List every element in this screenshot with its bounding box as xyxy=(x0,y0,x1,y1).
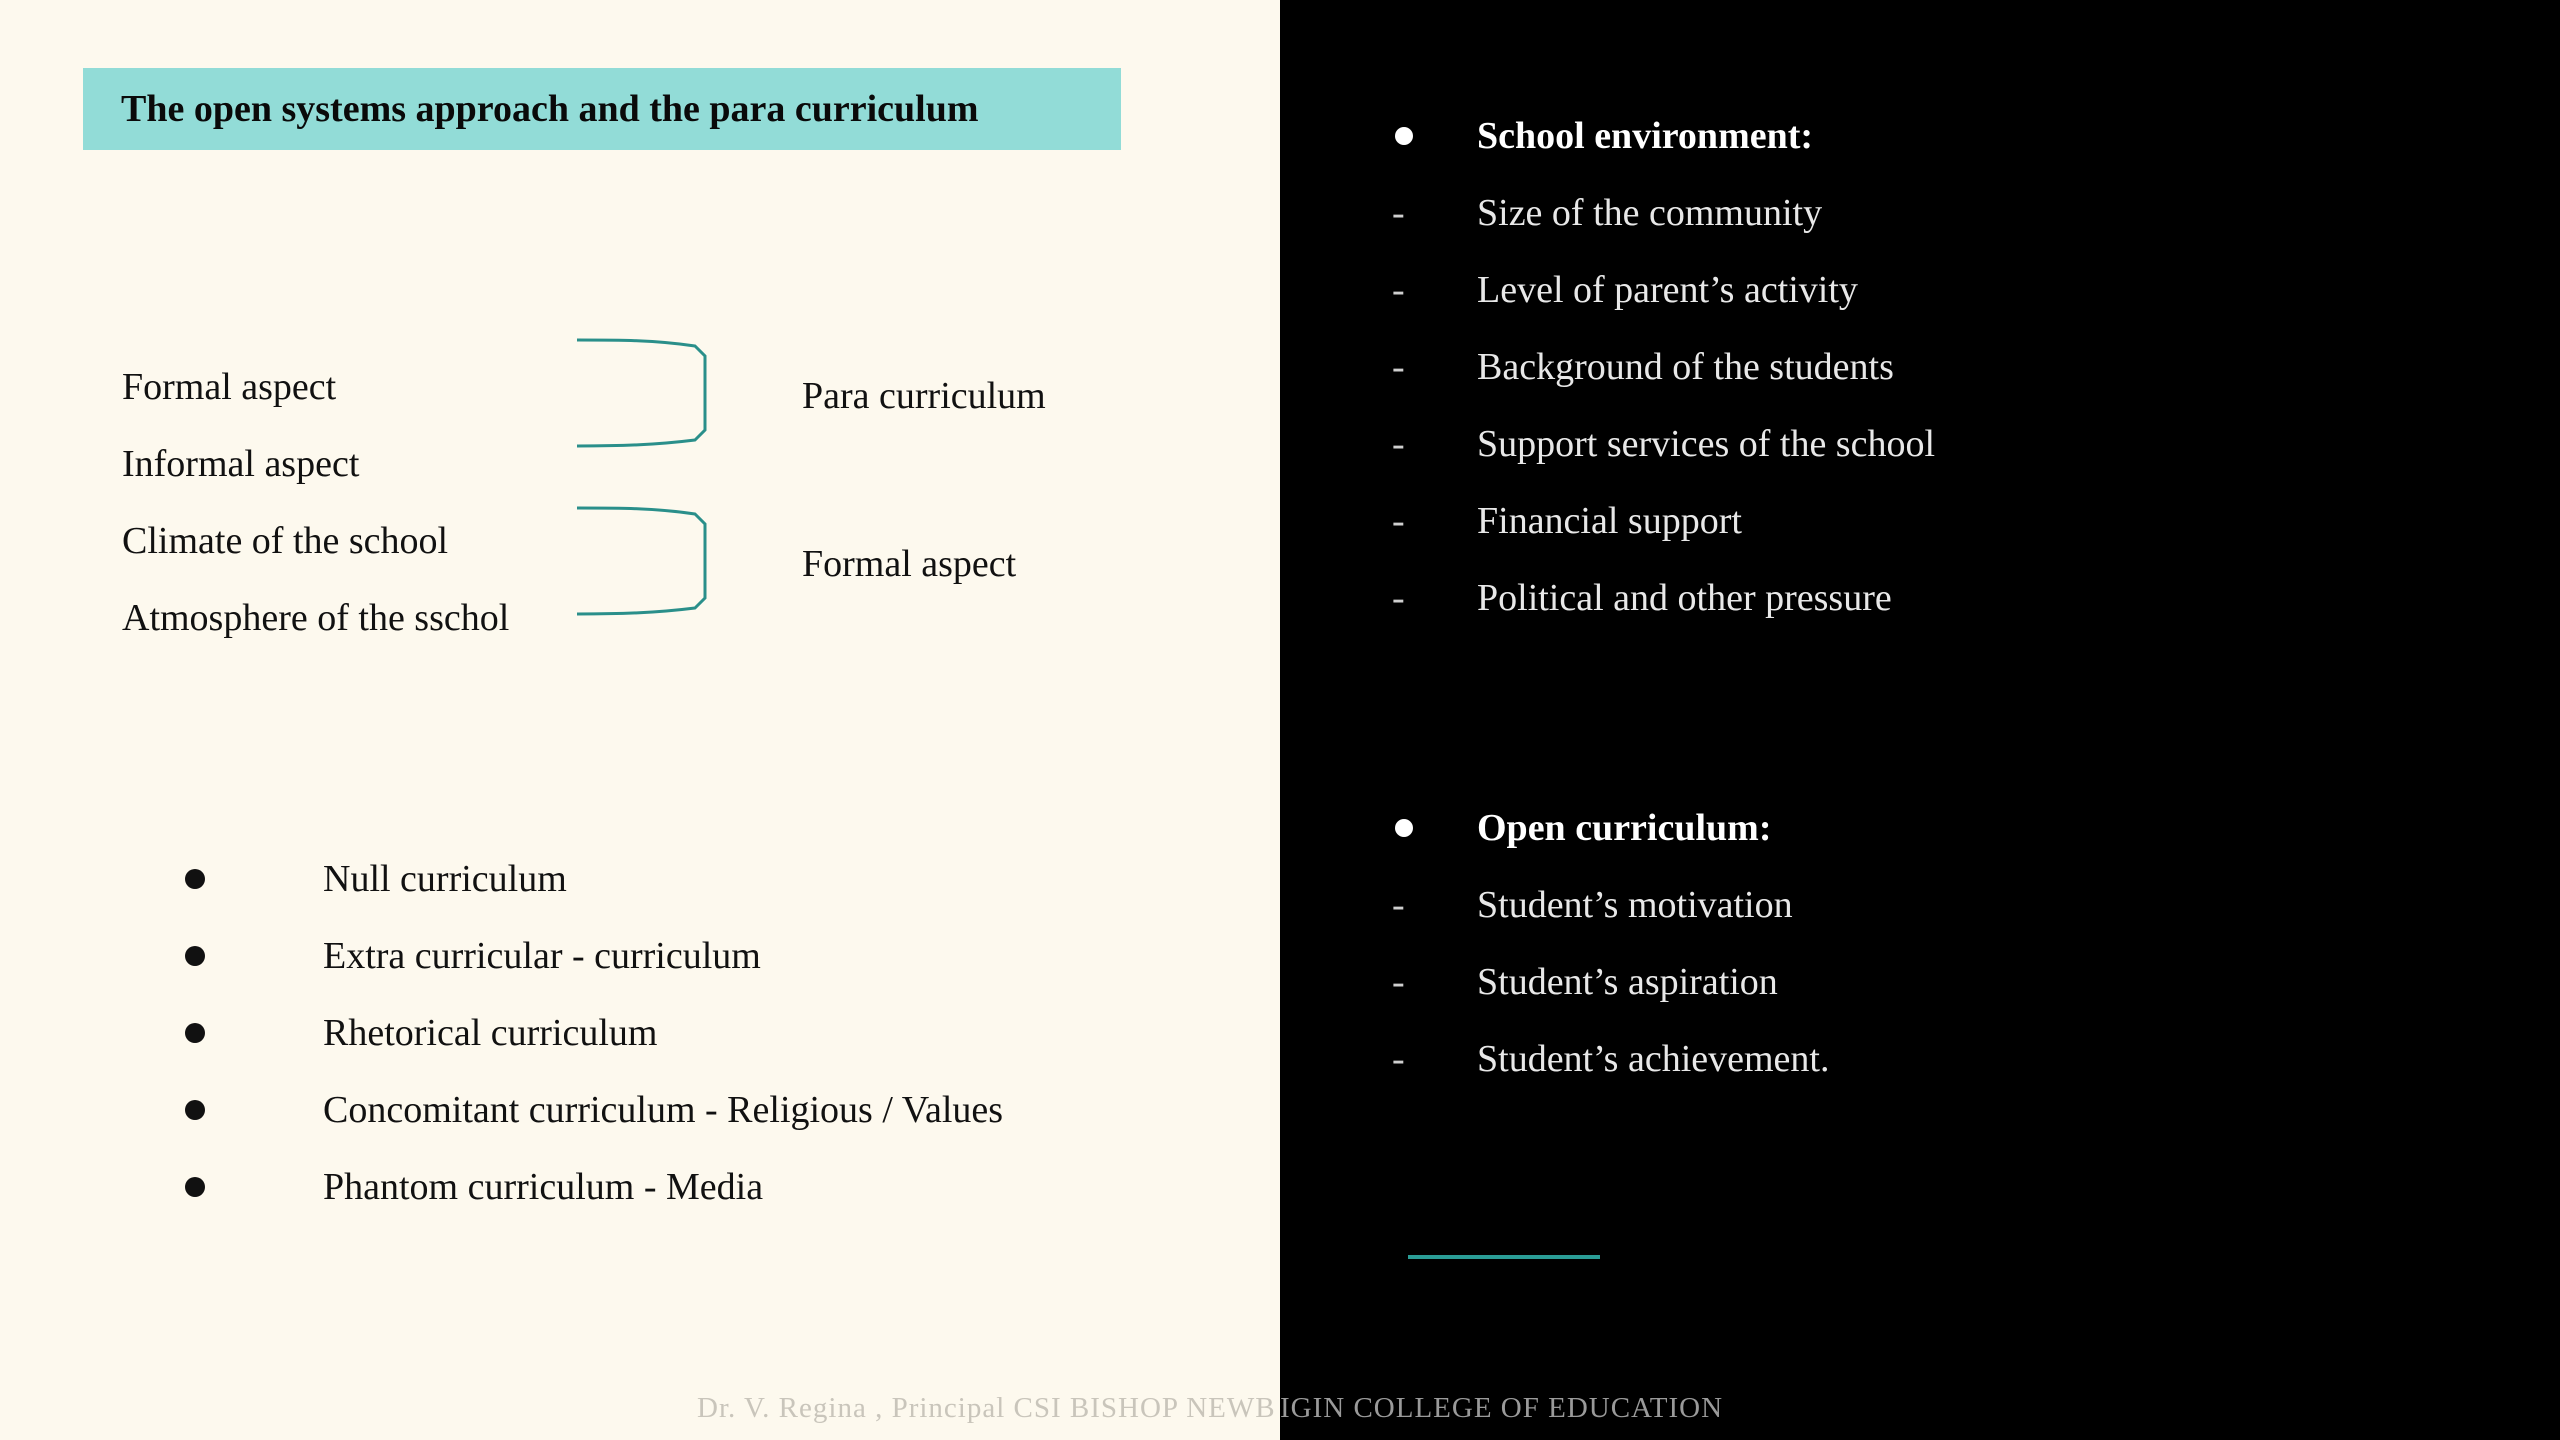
bracket-upper-icon xyxy=(577,340,705,446)
bullet-icon xyxy=(1395,819,1413,837)
group-label-formal-aspect: Formal aspect xyxy=(802,543,1017,585)
list-item: Null curriculum xyxy=(180,840,1003,917)
dash-marker: - xyxy=(1392,499,1405,542)
curriculum-types-list xyxy=(180,840,1003,1225)
dash-marker: - xyxy=(1392,345,1405,388)
footer-credit-left: Dr. V. Regina , Principal CSI BISHOP NEWB xyxy=(697,1392,1276,1424)
list-item: Extra curricular - curriculum xyxy=(180,917,1003,994)
open-curriculum-section xyxy=(1390,789,1829,1097)
title-banner xyxy=(83,68,1121,150)
list-item: - Student’s motivation xyxy=(1392,883,1793,926)
list-item: - Student’s aspiration xyxy=(1392,960,1778,1003)
bullet-icon xyxy=(185,869,205,889)
grouping-brackets xyxy=(560,330,720,630)
bullet-icon xyxy=(185,1177,205,1197)
bullet-icon xyxy=(185,946,205,966)
list-item: - Financial support xyxy=(1392,499,1742,542)
list-item: Concomitant curriculum - Religious / Values xyxy=(180,1071,1003,1148)
footer-credit-right: IGIN COLLEGE OF EDUCATION xyxy=(1280,1392,1724,1424)
bullet-icon xyxy=(185,1023,205,1043)
dash-marker: - xyxy=(1392,1037,1405,1080)
list-item: - Size of the community xyxy=(1392,191,1823,234)
dash-marker: - xyxy=(1392,191,1405,234)
dash-marker: - xyxy=(1392,268,1405,311)
school-environment-section xyxy=(1390,97,1935,636)
list-item: - Support services of the school xyxy=(1392,422,1936,465)
list-item: - Background of the students xyxy=(1392,345,1894,388)
bracket-lower-icon xyxy=(577,508,705,614)
dash-marker: - xyxy=(1392,576,1405,619)
list-item: - Political and other pressure xyxy=(1392,576,1892,619)
dash-marker: - xyxy=(1392,883,1405,926)
list-item: - Student’s achievement. xyxy=(1392,1037,1830,1080)
bullet-icon xyxy=(1395,127,1413,145)
dash-marker: - xyxy=(1392,960,1405,1003)
aspect-informal: Informal aspect xyxy=(122,443,360,485)
section-heading: Open curriculum: xyxy=(1390,789,1829,866)
list-item: Phantom curriculum - Media xyxy=(180,1148,1003,1225)
aspect-formal: Formal aspect xyxy=(122,366,337,408)
accent-divider xyxy=(1408,1255,1600,1259)
group-label-para-curriculum: Para curriculum xyxy=(802,375,1046,417)
list-item: - Level of parent’s activity xyxy=(1392,268,1858,311)
slide-title: The open systems approach and the para curriculum xyxy=(121,88,979,130)
section-heading: School environment: xyxy=(1390,97,1935,174)
aspect-climate: Climate of the school xyxy=(122,520,449,562)
bullet-icon xyxy=(185,1100,205,1120)
dash-marker: - xyxy=(1392,422,1405,465)
list-item: Rhetorical curriculum xyxy=(180,994,1003,1071)
aspect-atmosphere: Atmosphere of the sschol xyxy=(122,597,510,639)
